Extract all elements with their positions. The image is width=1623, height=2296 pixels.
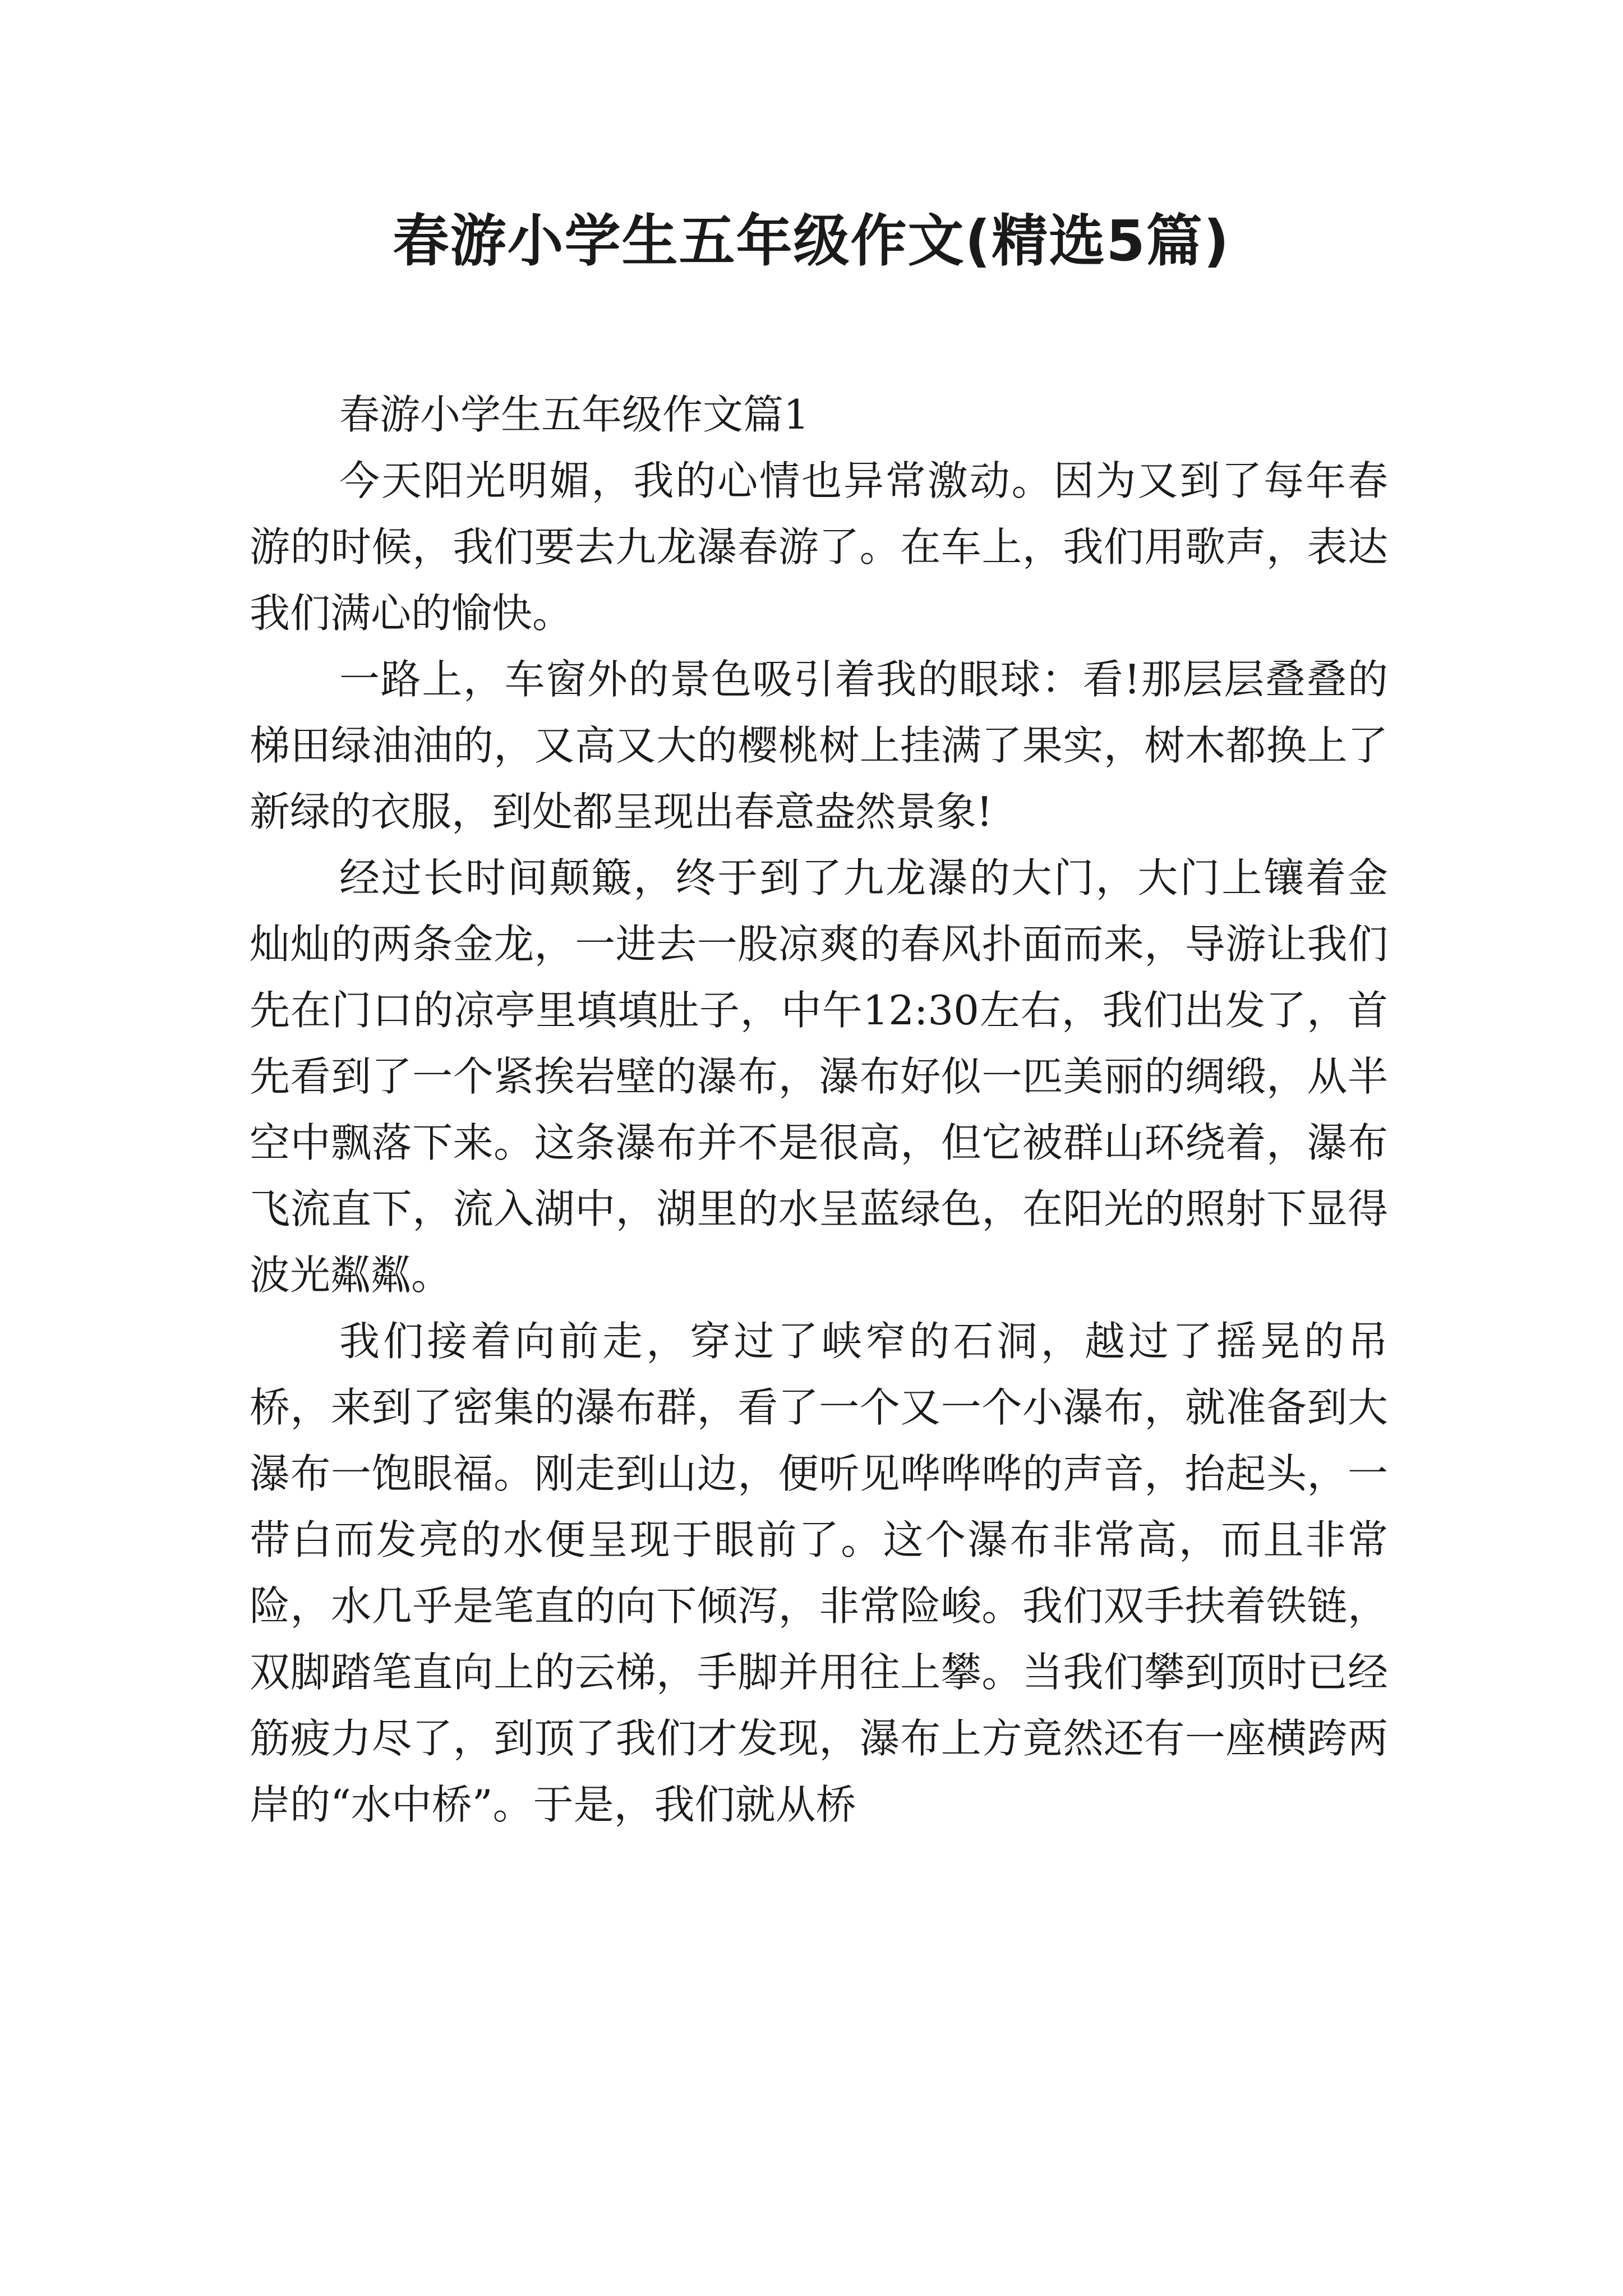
paragraph-1: 今天阳光明媚，我的心情也异常激动。因为又到了每年春游的时候，我们要去九龙瀑春游了。在车上，我们用歌声，表达我们满心的愉快。 [250,457,1388,637]
article-body [250,381,1388,1838]
paragraph-4: 我们接着向前走，穿过了峡窄的石洞，越过了摇晃的吊桥，来到了密集的瀑布群，看了一个又一个小瀑布，就准备到大瀑布一饱眼福。刚走到山边，便听见哗哗哗的声音，抬起头，一带白而发亮的水便呈现于眼前了。这个瀑布非常高，而且非常险，水几乎是笔直的向下倾泻，非常险峻。我们双手扶着铁链，双脚踏笔直向上的云梯，手脚并用往上攀。当我们攀到顶时已经筋疲力尽了，到顶了我们才发现，瀑布上方竟然还有一座横跨两岸的“水中桥”。于是，我们就从桥 [250,1318,1388,1828]
paragraph-3: 经过长时间颠簸，终于到了九龙瀑的大门，大门上镶着金灿灿的两条金龙，一进去一股凉爽的春风扑面而来，导游让我们先在门口的凉亭里填填肚子，中午12:30左右，我们出发了，首先看到了一个紧挨岩壁的瀑布，瀑布好似一匹美丽的绸缎，从半空中飘落下来。这条瀑布并不是很高，但它被群山环绕着，瀑布飞流直下，流入湖中，湖里的水呈蓝绿色，在阳光的照射下显得波光粼粼。 [250,854,1388,1299]
document-title: 春游小学生五年级作文(精选5篇) [393,208,1230,274]
section-heading: 春游小学生五年级作文篇1 [339,391,809,438]
paragraph-2: 一路上，车窗外的景色吸引着我的眼球：看!那层层叠叠的梯田绿油油的，又高又大的樱桃树上挂满了果实，树木都换上了新绿的衣服，到处都呈现出春意盎然景象! [250,656,1388,835]
